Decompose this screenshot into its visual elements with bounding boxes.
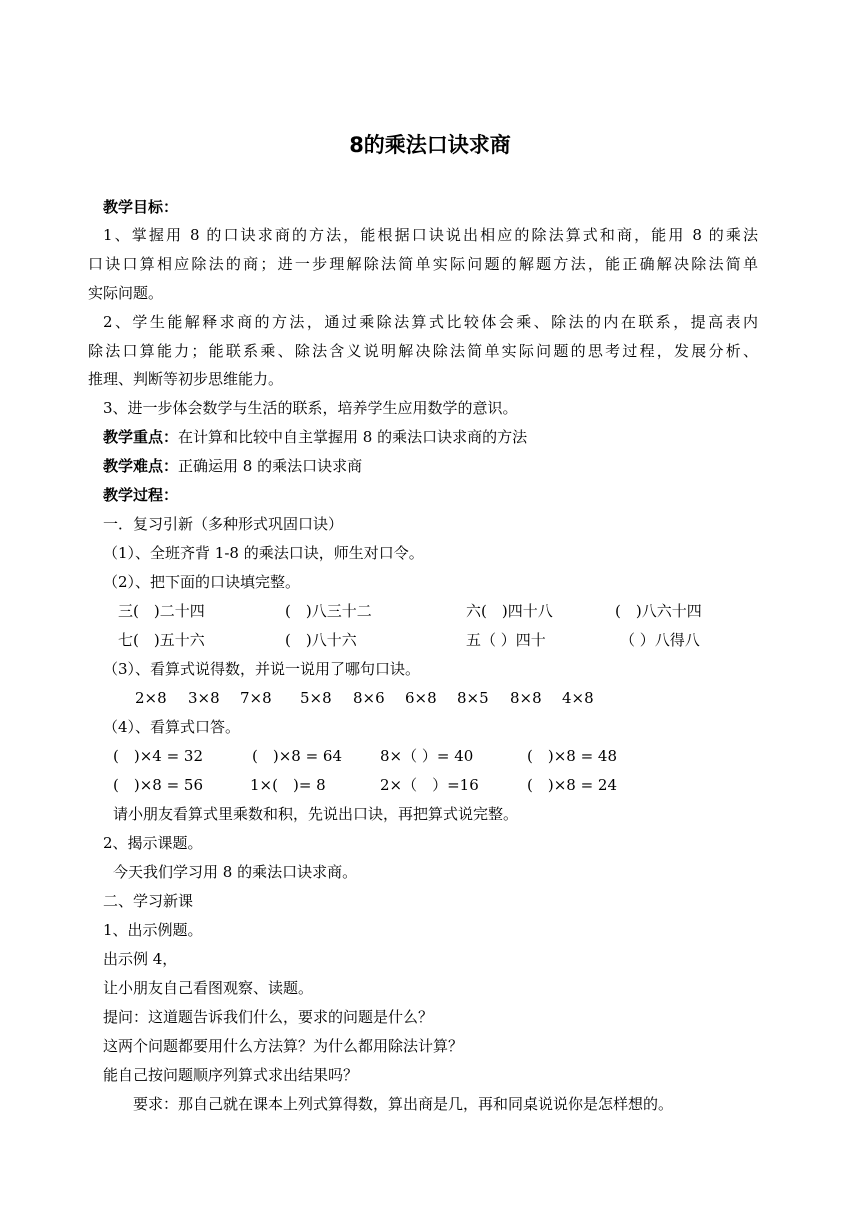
fill-item: 五（ ）四十 xyxy=(466,631,546,649)
requirement-text: 要求：那自己就在课本上列式算得数，算出商是几，再和同桌说说你是怎样想的。 xyxy=(133,1095,674,1113)
section-2-heading: 二、学习新课 xyxy=(103,892,194,910)
fill-item: （ ）八得八 xyxy=(620,631,700,649)
objective-2-line-2: 除法口算能力；能联系乘、除法含义说明解决除法简单实际问题的思考过程，发展分析、 xyxy=(88,342,758,360)
oral-item: ( )×8 = 48 xyxy=(527,747,618,765)
page-title: 8的乘法口诀求商 xyxy=(349,133,511,157)
objective-1-line-1: 1、掌握用 8 的口诀求商的方法，能根据口诀说出相应的除法算式和商，能用 8 的乘法 xyxy=(103,226,758,244)
oral-item: ( )×8 = 56 xyxy=(113,776,204,794)
fill-item: ( )八三十二 xyxy=(285,602,372,620)
review-step-3: （3）、看算式说得数，并说一说用了哪句口诀。 xyxy=(103,660,421,678)
key-point-text: 在计算和比较中自主掌握用 8 的乘法口诀求商的方法 xyxy=(178,428,528,446)
process-heading: 教学过程： xyxy=(103,486,179,504)
formula-item: 6×8 xyxy=(405,689,437,707)
review-step-2: （2）、把下面的口诀填完整。 xyxy=(103,573,301,591)
fill-item: 三( )二十四 xyxy=(118,602,205,620)
formula-item: 3×8 xyxy=(188,689,220,707)
question-3: 能自己按问题顺序列算式求出结果吗？ xyxy=(103,1066,359,1084)
difficulty-label: 教学难点： xyxy=(103,457,179,475)
fill-item: ( )八十六 xyxy=(285,631,357,649)
formula-item: 4×8 xyxy=(562,689,594,707)
example-step: 1、出示例题。 xyxy=(103,921,203,939)
note-text: 请小朋友看算式里乘数和积，先说出口诀，再把算式说完整。 xyxy=(113,805,519,823)
fill-item: ( )八六十四 xyxy=(615,602,702,620)
objective-3: 3、进一步体会数学与生活的联系，培养学生应用数学的意识。 xyxy=(103,399,518,417)
key-point-label: 教学重点： xyxy=(103,428,179,446)
formula-item: 5×8 xyxy=(300,689,332,707)
section-1-heading: 一．复习引新（多种形式巩固口诀） xyxy=(103,515,344,533)
oral-item: 8×（ ）= 40 xyxy=(380,747,474,765)
formula-item: 2×8 xyxy=(135,689,167,707)
today-text: 今天我们学习用 8 的乘法口诀求商。 xyxy=(113,863,358,881)
oral-item: 2×（ ）=16 xyxy=(380,776,479,794)
question-2: 这两个问题都要用什么方法算？为什么都用除法计算？ xyxy=(103,1037,464,1055)
objective-1-line-3: 实际问题。 xyxy=(88,284,164,302)
fill-item: 六( )四十八 xyxy=(466,602,553,620)
formula-item: 8×8 xyxy=(510,689,542,707)
formula-item: 8×5 xyxy=(457,689,489,707)
review-step-1: （1）、全班齐背 1-8 的乘法口诀，师生对口令。 xyxy=(103,544,424,562)
review-step-4: （4）、看算式口答。 xyxy=(103,718,241,736)
fill-item: 七( )五十六 xyxy=(118,631,205,649)
objectives-heading: 教学目标： xyxy=(103,198,179,216)
oral-item: ( )×4 = 32 xyxy=(113,747,204,765)
oral-item: 1×( )= 8 xyxy=(250,776,326,794)
reveal-topic: 2、揭示课题。 xyxy=(103,834,203,852)
oral-item: ( )×8 = 24 xyxy=(527,776,618,794)
difficulty xyxy=(103,455,362,477)
objective-2-line-3: 推理、判断等初步思维能力。 xyxy=(88,370,284,388)
formula-item: 8×6 xyxy=(353,689,385,707)
difficulty-text: 正确运用 8 的乘法口诀求商 xyxy=(178,457,363,475)
key-point xyxy=(103,426,527,448)
objective-2-line-1: 2、学生能解释求商的方法，通过乘除法算式比较体会乘、除法的内在联系，提高表内 xyxy=(103,313,758,331)
show-example: 出示例 4， xyxy=(103,950,178,968)
oral-item: ( )×8 = 64 xyxy=(252,747,343,765)
formula-item: 7×8 xyxy=(240,689,272,707)
observe-text: 让小朋友自己看图观察、读题。 xyxy=(103,979,314,997)
question-1: 提问：这道题告诉我们什么，要求的问题是什么？ xyxy=(103,1008,434,1026)
objective-1-line-2: 口诀口算相应除法的商；进一步理解除法简单实际问题的解题方法，能正确解决除法简单 xyxy=(88,255,758,273)
